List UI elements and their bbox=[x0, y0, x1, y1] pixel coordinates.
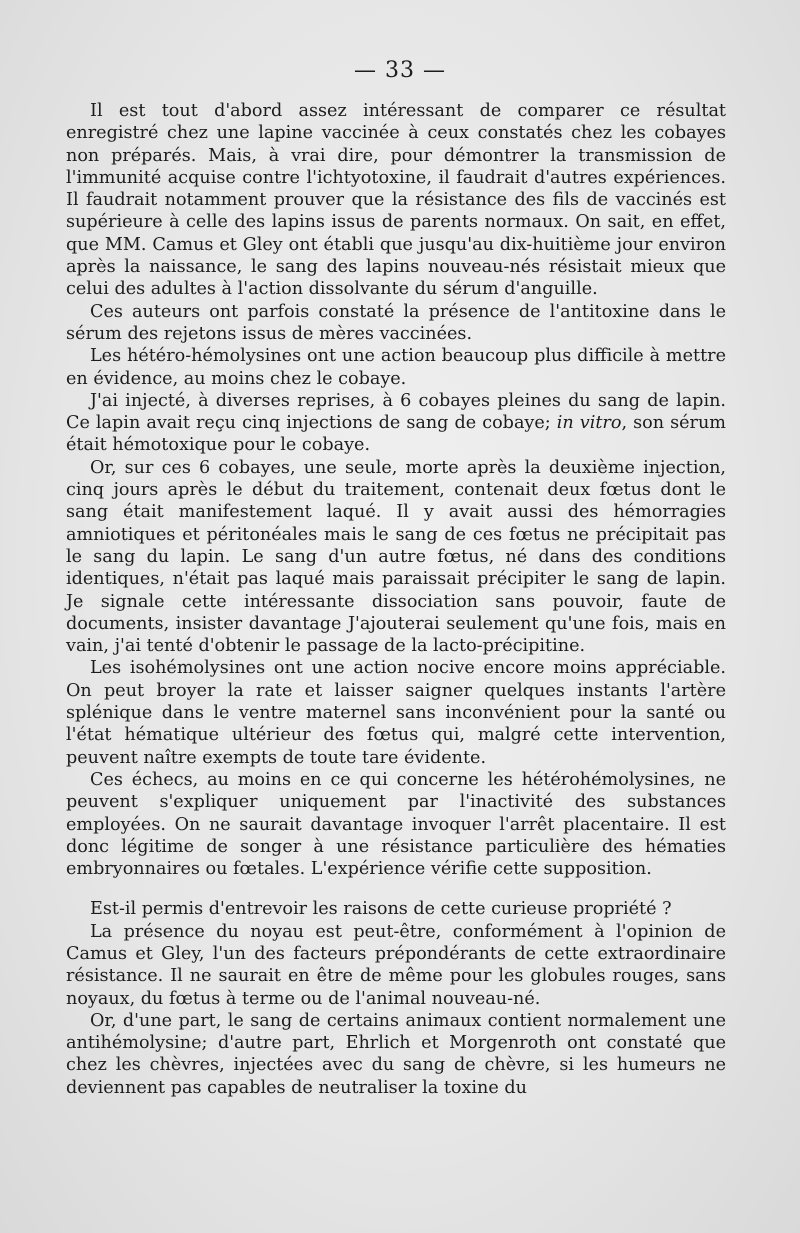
paragraph-5: Or, sur ces 6 cobayes, une seule, morte après la deuxième injection, cinq jours après le début du traitement, contenait deux fœtus dont le sang était manifestement laqué. Il y avait aussi des hémorragies amniotiques et péritonéales mais le sang de ces fœtus ne précipitait pas le sang du lapin. Le sang d'un autre fœtus, né dans des conditions identiques, n'était pas laqué mais paraissait précipiter le sang de lapin. Je signale cette intéressante dissociation sans pouvoir, faute de documents, insister davantage J'ajouterai seulement qu'une fois, mais en vain, j'ai tenté d'obtenir le passage de la lacto-précipitine. bbox=[66, 457, 726, 657]
paragraph-9: La présence du noyau est peut-être, conformément à l'opinion de Camus et Gley, l'un des facteurs prépondérants de cette extraordinaire résistance. Il ne saurait en être de même pour les globules rouges, sans noyaux, du fœtus à terme ou de l'animal nouveau-né. bbox=[66, 921, 726, 1009]
paragraph-1: Il est tout d'abord assez intéressant de comparer ce résultat enregistré chez une lapine vaccinée à ceux constatés chez les cobayes non préparés. Mais, à vrai dire, pour démontrer la transmission de l'immunité acquise contre l'ichtyotoxine, il faudrait d'autres expériences. Il faudrait notamment prouver que la résistance des fils de vaccinés est supérieure à celle des lapins issus de parents normaux. On sait, en effet, que MM. Camus et Gley ont établi que jusqu'au dix-huitième jour environ après la naissance, le sang des lapins nouveau-nés résistait mieux que celui des adultes à l'action dissolvante du sérum d'anguille. bbox=[66, 101, 726, 300]
paragraph-7: Ces échecs, au moins en ce qui concerne les hétérohémolysines, ne peuvent s'expliquer uniquement par l'inactivité des substances employées. On ne saurait davantage invoquer l'arrêt placentaire. Il est donc légitime de songer à une résistance particulière des hématies embryonnaires ou fœtales. L'expérience vérifie cette supposition. bbox=[66, 769, 726, 880]
page-number: — 33 — bbox=[354, 58, 446, 83]
paragraph-10: Or, d'une part, le sang de certains animaux contient normalement une antihémolysine; d'autre part, Ehrlich et Morgenroth ont constaté que chez les chèvres, injectées avec du sang de chèvre, si les humeurs ne deviennent pas capables de neutraliser la toxine du bbox=[66, 1010, 726, 1098]
paragraph-2: Ces auteurs ont parfois constaté la présence de l'antitoxine dans le sérum des rejetons issus de mères vaccinées. bbox=[66, 301, 726, 344]
paragraph-4-italic: in vitro bbox=[556, 413, 622, 434]
body-text bbox=[66, 100, 726, 1099]
paragraph-6: Les isohémolysines ont une action nocive encore moins appréciable. On peut broyer la rate et laisser saigner quelques instants l'artère splénique dans le ventre maternel sans inconvénient pour la santé ou l'état hématique ultérieur des fœtus qui, malgré cette intervention, peuvent naître exempts de toute tare évidente. bbox=[66, 658, 726, 768]
paragraph-4 bbox=[66, 390, 726, 457]
paragraph-3: Les hétéro-hémolysines ont une action beaucoup plus difficile à mettre en évidence, au moins chez le cobaye. bbox=[66, 346, 726, 389]
paragraph-4-after: , son sérum était hémotoxique pour le cobaye. bbox=[66, 413, 726, 456]
paragraph-4-before: J'ai injecté, à diverses reprises, à 6 cobayes pleines du sang de lapin. Ce lapin avait reçu cinq injections de sang de cobaye; bbox=[66, 390, 726, 434]
paragraph-8: Est-il permis d'entrevoir les raisons de cette curieuse propriété ? bbox=[90, 899, 672, 920]
